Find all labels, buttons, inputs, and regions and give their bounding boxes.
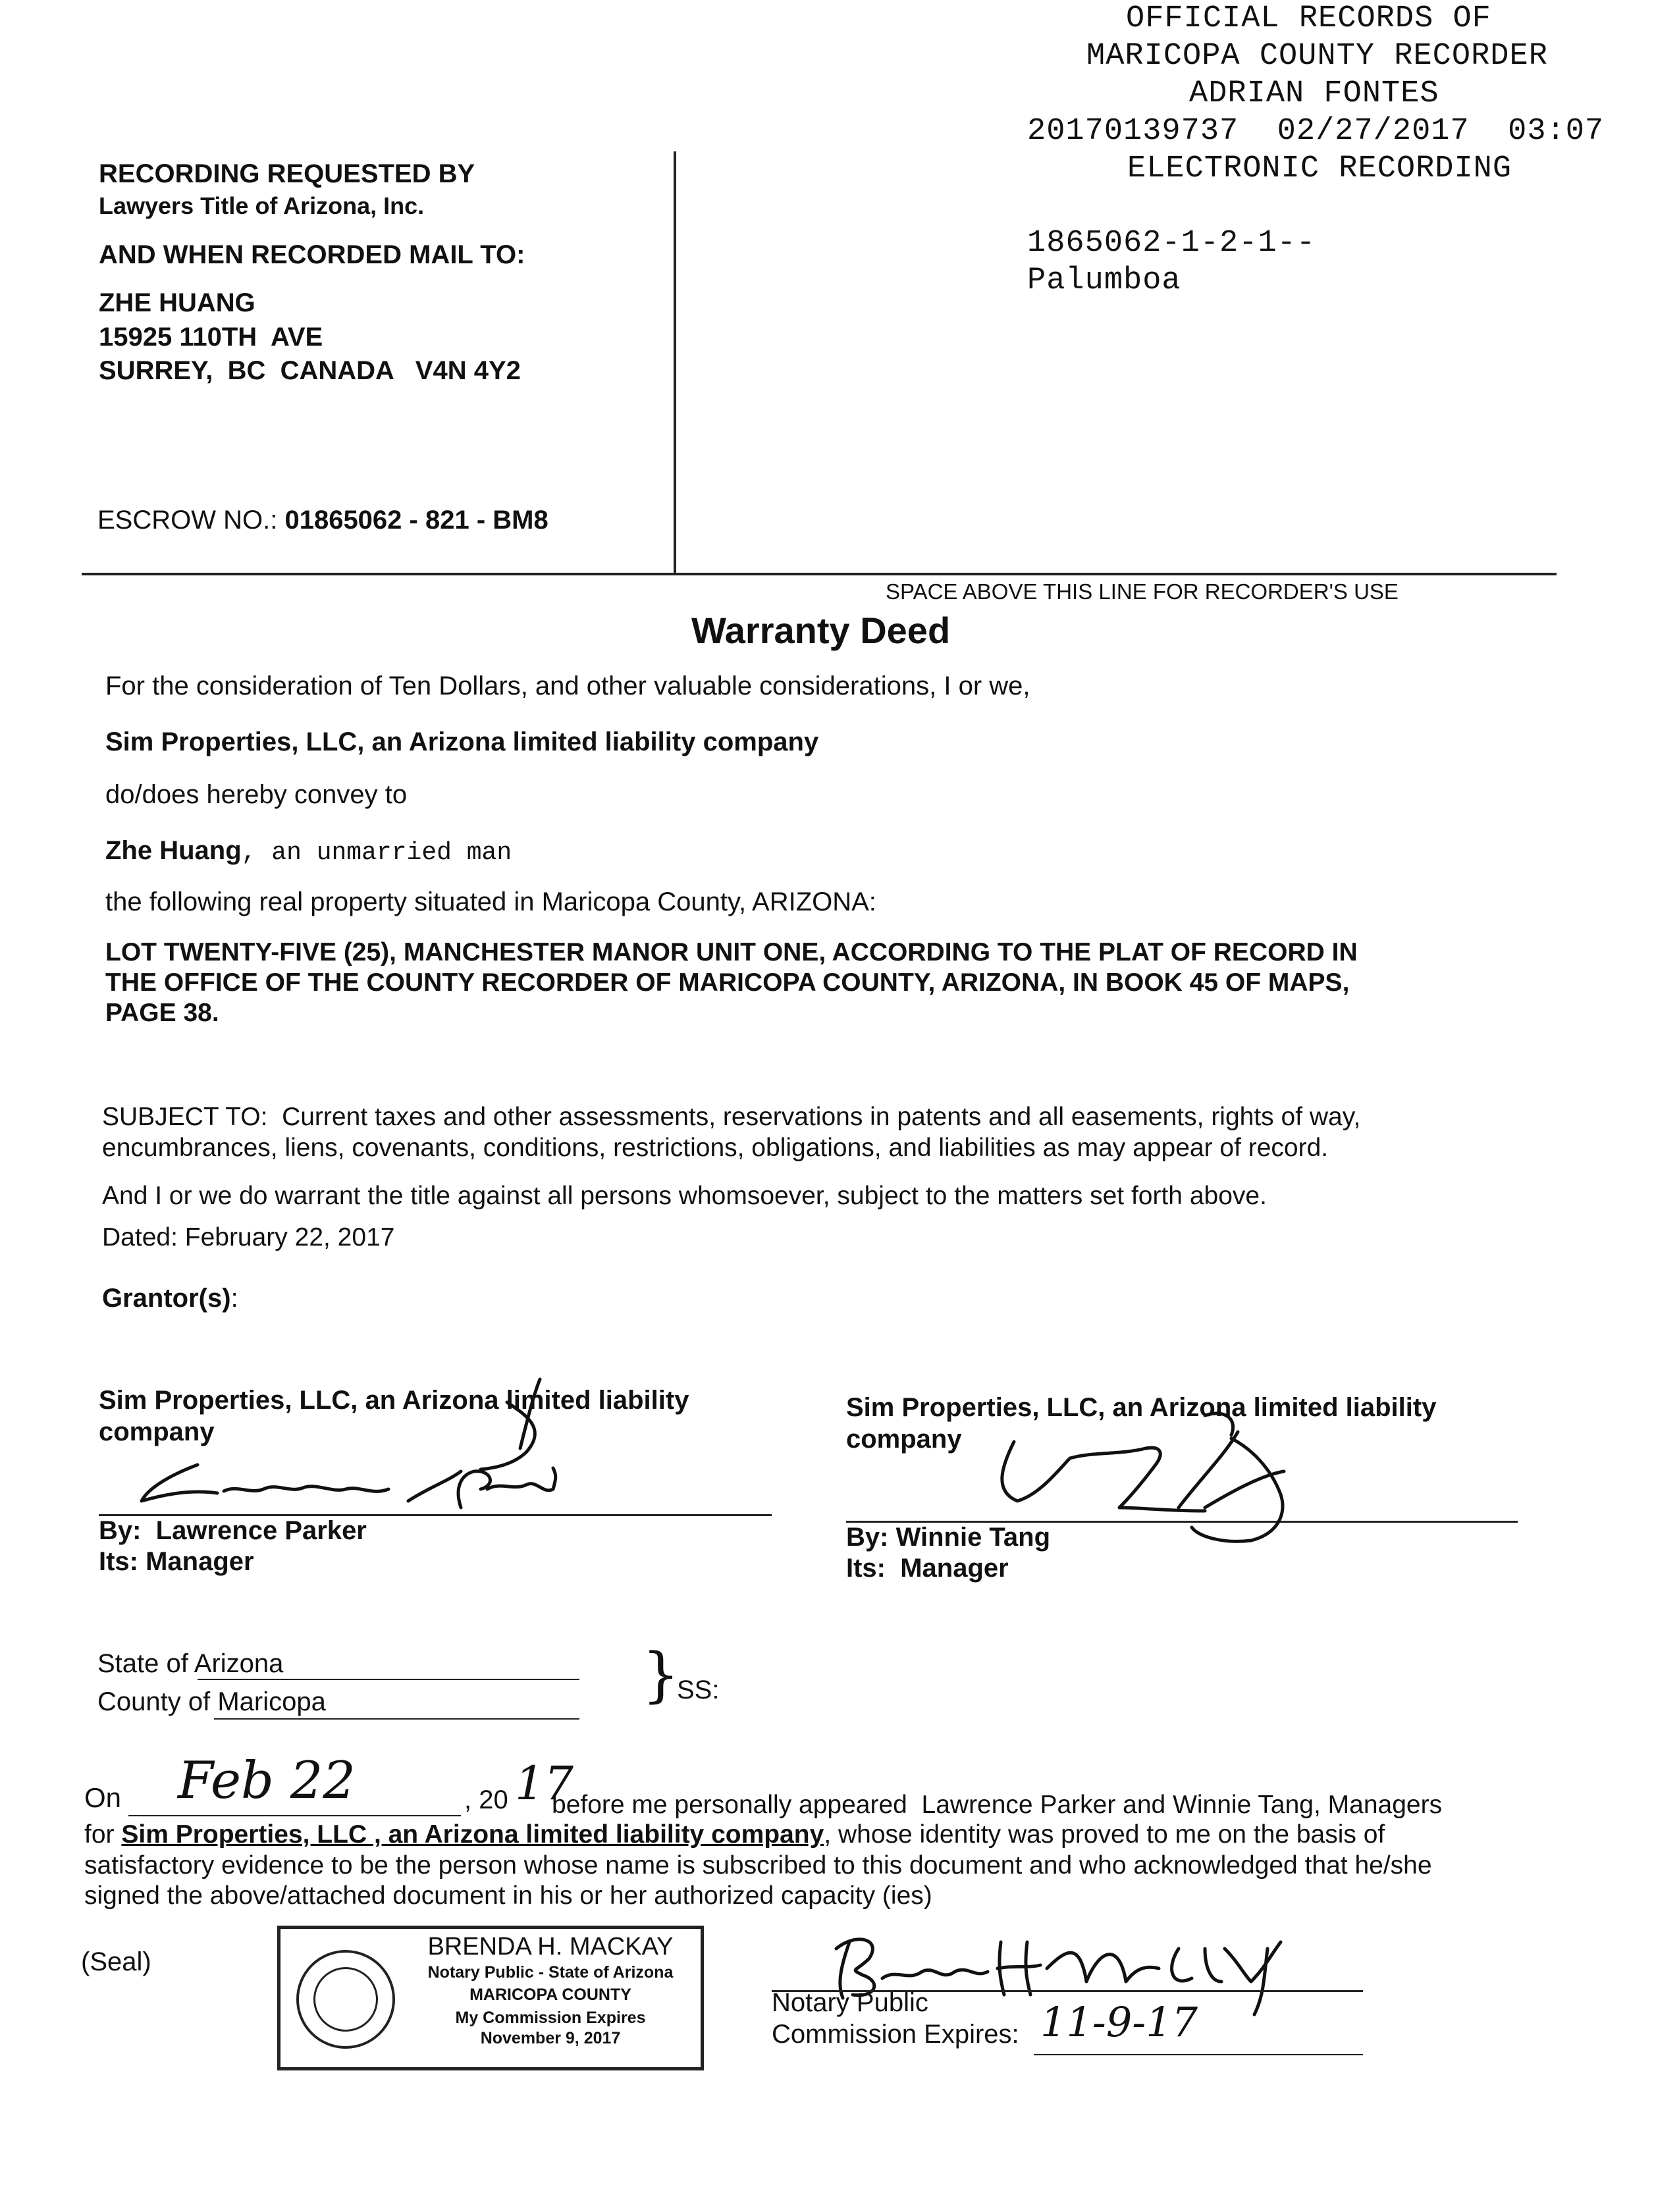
recorder-line-5: ELECTRONIC RECORDING <box>1127 151 1512 186</box>
mail-street: 15925 110TH AVE <box>99 323 323 352</box>
warranty-clause: And I or we do warrant the title against all persons whomsoever, subject to the matters set forth above. <box>102 1182 1267 1210</box>
grantee-description: , an unmarried man <box>241 839 512 867</box>
grantors-label-text: Grantor(s) <box>102 1284 231 1313</box>
mail-to-label: AND WHEN RECORDED MAIL TO: <box>99 240 525 269</box>
legal-description-line-3: PAGE 38. <box>105 999 219 1027</box>
convey-clause: do/does hereby convey to <box>105 780 408 809</box>
recorder-line-2: MARICOPA COUNTY RECORDER <box>1086 39 1548 74</box>
state-label: State of <box>97 1649 194 1678</box>
document-title: Warranty Deed <box>691 610 951 651</box>
left-signer-by: By: Lawrence Parker <box>99 1516 367 1545</box>
year-prefix: , 20 <box>464 1785 508 1814</box>
right-signer-company-line-2: company <box>846 1425 962 1454</box>
acknowledgement-date-handwritten: Feb 22 <box>178 1751 356 1810</box>
county-label: County of <box>97 1687 218 1716</box>
legal-description-line-1: LOT TWENTY-FIVE (25), MANCHESTER MANOR UNIT ONE, ACCORDING TO THE PLAT OF RECORD IN <box>105 938 1358 966</box>
left-signer-company-line-2: company <box>99 1417 215 1446</box>
recorder-line-1: OFFICIAL RECORDS OF <box>1126 1 1491 36</box>
grantee-name: Zhe Huang <box>105 836 242 865</box>
recorder-use-note: SPACE ABOVE THIS LINE FOR RECORDER'S USE <box>886 579 1399 604</box>
seal-commission-label: My Commission Expires <box>455 2009 646 2027</box>
mail-name: ZHE HUANG <box>99 288 255 317</box>
legal-description-line-2: THE OFFICE OF THE COUNTY RECORDER OF MARICOPA COUNTY, ARIZONA, IN BOOK 45 OF MAPS, <box>105 968 1350 997</box>
escrow-label: ESCROW NO.: <box>97 506 285 535</box>
acknowledgement-line-4: signed the above/attached document in his or her authorized capacity (ies) <box>84 1882 932 1910</box>
recorder-clerk: Palumboa <box>1027 263 1181 298</box>
dated: Dated: February 22, 2017 <box>102 1223 395 1251</box>
property-intro: the following real property situated in Maricopa County, ARIZONA: <box>105 887 876 916</box>
acknowledgement-line-3: satisfactory evidence to be the person whose name is subscribed to this document and who acknowledged that he/she <box>84 1851 1432 1880</box>
seal-label: (Seal) <box>81 1947 151 1976</box>
commission-expires-label: Commission Expires: <box>772 2020 1027 2049</box>
seal-county: MARICOPA COUNTY <box>469 1986 631 2004</box>
commission-expires-handwritten: 11-9-17 <box>1040 1998 1198 2046</box>
for-company: Sim Properties, LLC , an Arizona limited liability company <box>121 1820 824 1849</box>
subject-to-line-1: SUBJECT TO: Current taxes and other assessments, reservations in patents and all easements, rights of way, <box>102 1103 1361 1131</box>
seal-commission-date: November 9, 2017 <box>480 2029 621 2047</box>
recorder-line-4: 20170139737 02/27/2017 03:07 <box>1027 114 1605 149</box>
venue-ss: SS: <box>677 1675 720 1704</box>
left-signer-company-line-1: Sim Properties, LLC, an Arizona limited liability <box>99 1386 689 1415</box>
escrow-value: 01865062 - 821 - BM8 <box>284 506 548 535</box>
acknowledgement-line-1: before me personally appeared Lawrence Parker and Winnie Tang, Managers <box>552 1791 1443 1819</box>
recorder-line-3: ADRIAN FONTES <box>1189 76 1439 111</box>
venue-brace: } <box>642 1641 680 1710</box>
grantor-name: Sim Properties, LLC, an Arizona limited liability company <box>105 727 819 756</box>
right-signer-by: By: Winnie Tang <box>846 1523 1050 1552</box>
subject-to-line-2: encumbrances, liens, covenants, conditions, restrictions, obligations, and liabilities as may appear of record. <box>102 1134 1329 1162</box>
grantors-label-colon: : <box>230 1284 238 1313</box>
state-value: Arizona <box>194 1649 284 1678</box>
for-label: for <box>84 1820 122 1849</box>
requested-by: Lawyers Title of Arizona, Inc. <box>99 192 425 219</box>
requested-by-label: RECORDING REQUESTED BY <box>99 159 475 188</box>
on-label: On <box>84 1782 122 1813</box>
seal-notary-title: Notary Public - State of Arizona <box>427 1963 674 1982</box>
acknowledgement-line-2-rest: , whose identity was proved to me on the basis of <box>824 1820 1385 1849</box>
year-handwritten: 17 <box>515 1756 574 1810</box>
notary-public-label: Notary Public <box>772 1988 928 2017</box>
recorder-doc-code: 1865062-1-2-1-- <box>1027 226 1316 261</box>
left-signer-its: Its: Manager <box>99 1547 254 1576</box>
seal-notary-name: BRENDA H. MACKAY <box>427 1933 674 1961</box>
commission-expires-underline <box>1034 2054 1363 2055</box>
consideration-clause: For the consideration of Ten Dollars, and other valuable considerations, I or we, <box>105 672 1030 700</box>
mail-city: SURREY, BC CANADA V4N 4Y2 <box>99 356 521 385</box>
right-signer-its: Its: Manager <box>846 1554 1009 1583</box>
county-value: Maricopa <box>217 1687 326 1716</box>
right-signer-company-line-1: Sim Properties, LLC, an Arizona limited liability <box>846 1393 1437 1422</box>
